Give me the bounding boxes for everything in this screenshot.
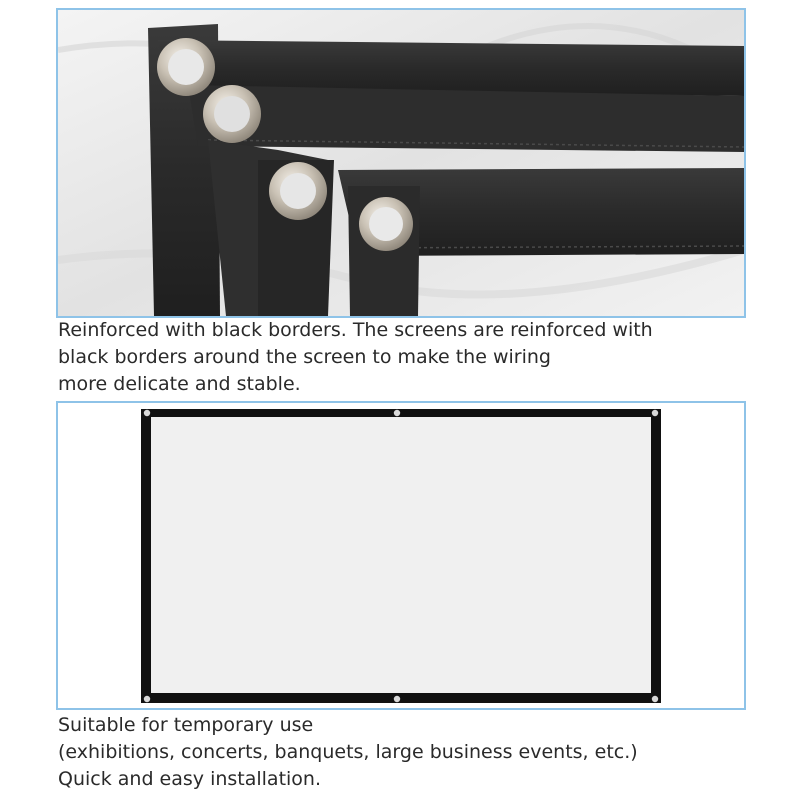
caption-line: Quick and easy installation. xyxy=(58,768,322,790)
caption-line: Reinforced with black borders. The screens are reinforced with xyxy=(58,319,653,341)
metal-grommet-icon xyxy=(359,197,413,251)
metal-grommet-icon xyxy=(269,162,327,220)
metal-grommet-icon xyxy=(144,696,150,702)
metal-grommet-icon xyxy=(394,696,400,702)
metal-grommet-icon xyxy=(394,410,400,416)
metal-grommet-icon xyxy=(652,410,658,416)
horizontal-border-strap-2 xyxy=(188,85,744,152)
border-description xyxy=(58,317,653,398)
screen-white-surface xyxy=(151,417,651,693)
caption-line: more delicate and stable. xyxy=(58,373,301,395)
usage-description xyxy=(58,712,638,793)
caption-line: Suitable for temporary use xyxy=(58,714,314,736)
projection-screen-illustration xyxy=(58,403,744,708)
projection-screen-photo xyxy=(56,401,746,710)
metal-grommet-icon xyxy=(652,696,658,702)
border-closeup-photo xyxy=(56,8,746,318)
caption-line: (exhibitions, concerts, banquets, large business events, etc.) xyxy=(58,741,638,763)
metal-grommet-icon xyxy=(157,38,215,96)
metal-grommet-icon xyxy=(203,85,261,143)
border-closeup-illustration xyxy=(58,10,744,316)
metal-grommet-icon xyxy=(144,410,150,416)
caption-line: black borders around the screen to make the wiring xyxy=(58,346,551,368)
